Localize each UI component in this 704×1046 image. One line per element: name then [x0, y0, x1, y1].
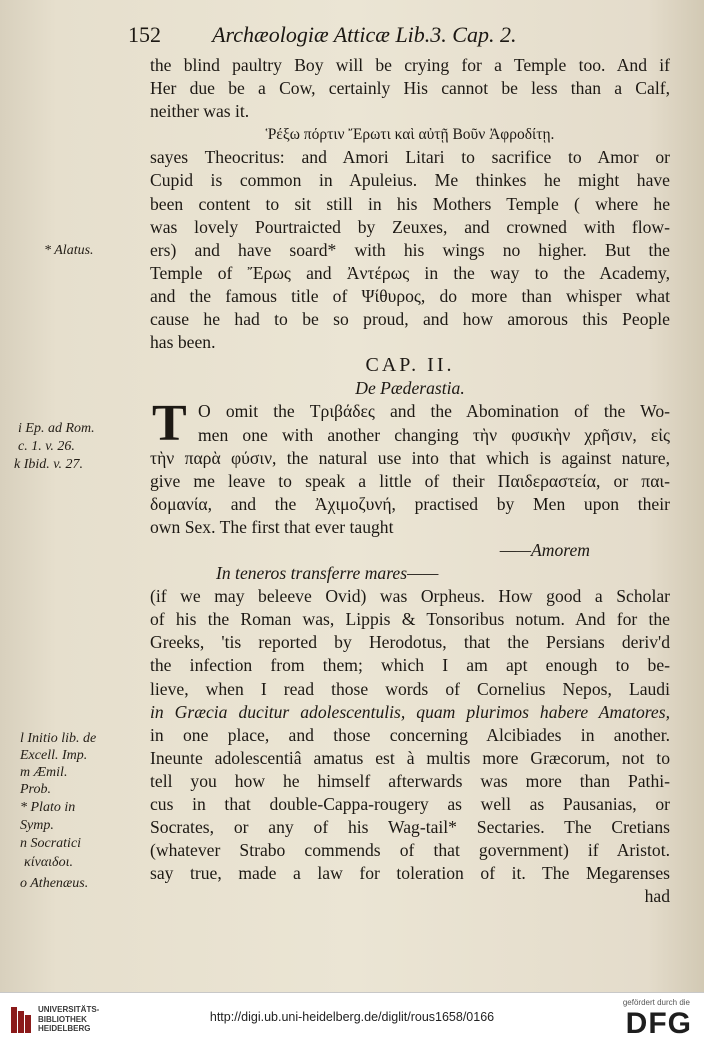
page-number: 152	[128, 22, 161, 47]
text-line: own Sex. The first that ever taught	[150, 516, 394, 537]
marginal-note: Symp.	[20, 818, 54, 833]
text-line: Cupid is common in Apuleius. Me thinkes he might have	[150, 170, 670, 191]
text-line: O omit the Τριβάδες and the Abomination of the Wo-	[198, 401, 670, 422]
text-line: Temple of Ἔρως and Ἀντέρως in the way to the Academy,	[150, 262, 670, 283]
text-line: Socrates, or any of his Wag-tail* Sectaries. The Cretians	[150, 817, 670, 838]
marginal-note: m Æmil.	[20, 765, 68, 780]
dfg-logo: DFG	[625, 1007, 692, 1040]
marginal-note: Excell. Imp.	[20, 748, 88, 763]
greek-quotation: Ῥέξω πόρτιν Ἔρωτι καὶ αὐτῇ Βοῦν Ἀφροδίτῃ.	[265, 126, 555, 144]
text-line: of his the Roman was, Lippis & Tonsoribus notum. And for the	[150, 609, 670, 630]
library-name: UNIVERSITÄTS- BIBLIOTHEK HEIDELBERG	[38, 1005, 100, 1033]
marginal-note: c. 1. v. 26.	[18, 439, 75, 454]
drop-cap-letter: T	[152, 395, 187, 453]
marginal-note: * Plato in	[20, 800, 76, 815]
text-line: cus in that double-Cappa-rougery as well as Pausanias, or	[150, 794, 670, 814]
text-line: τὴν παρὰ φύσιν, the natural use into that which is against nature,	[150, 447, 670, 468]
text-line: has been.	[150, 332, 216, 353]
text-line: Her due be a Cow, certainly His cannot be less than a Calf,	[150, 78, 670, 99]
text-line: ers) and have soard* with his wings no higher. But the	[150, 239, 670, 260]
text-line: been content to sit still in his Mothers Temple ( where he	[150, 193, 670, 214]
running-title: Archæologiæ Atticæ Lib.3. Cap. 2.	[212, 22, 517, 47]
verse-line: ——Amorem	[499, 539, 590, 560]
text-line: Ineunte adolescentiâ amatus est à multis more Græcorum, not to	[150, 747, 670, 768]
text-line: the infection from them; which I am apt enough to be-	[150, 655, 670, 676]
text-line: (whatever Strabo commends of that government) if Aristot.	[150, 840, 670, 861]
catchword: had	[644, 886, 670, 907]
marginal-note: κίναιδοι.	[24, 855, 73, 870]
verse-line: In teneros transferre mares——	[216, 563, 439, 584]
text-line: sayes Theocritus: and Amori Litari to sacrifice to Amor or	[150, 147, 670, 168]
text-line: and the famous title of Ψίθυρος, do more than whisper what	[150, 285, 670, 306]
text-line: say true, made a law for toleration of it. The Megarenses	[150, 863, 670, 884]
text-line: was lovely Pourtraicted by Zeuxes, and crowned with flow-	[150, 216, 670, 237]
running-header	[128, 22, 680, 48]
marginal-note: l Initio lib. de	[20, 731, 97, 746]
text-line: the blind paultry Boy will be crying for a Temple too. And if	[150, 55, 670, 75]
marginal-note: o Athenæus.	[20, 876, 89, 891]
text-line: tell you how he himself afterwards was more than Pathi-	[150, 770, 670, 791]
text-line: neither was it.	[150, 101, 250, 122]
main-text-block	[150, 54, 670, 908]
viewer-footer	[0, 992, 704, 1046]
drop-cap-paragraph	[150, 395, 670, 453]
text-line: cause he had to be so proud, and how amorous this People	[150, 309, 670, 330]
marginal-note: k Ibid. v. 27.	[14, 457, 83, 472]
text-line: lieve, when I read those words of Cornelius Nepos, Laudi	[150, 678, 670, 699]
marginal-note: Prob.	[20, 782, 51, 797]
marginal-note: n Socratici	[20, 836, 82, 851]
text-line: men one with another changing τὴν φυσικὴν χρῆσιν, εἰς	[198, 424, 670, 445]
chapter-heading: CAP. II.	[365, 354, 455, 377]
text-line: Greeks, 'tis reported by Herodotus, that the Persians deriv'd	[150, 632, 670, 653]
chapter-subtitle: De Pæderastia.	[355, 378, 465, 399]
text-line: in Græcia ducitur adolescentulis, quam plurimos habere Amatores,	[150, 701, 670, 722]
permalink-url[interactable]: http://digi.ub.uni-heidelberg.de/diglit/rous1658/0166	[209, 1010, 495, 1024]
text-line: in one place, and those concerning Alcibiades in another.	[150, 724, 670, 745]
text-line: give me leave to speak a little of their Παιδεραστεία, or παι-	[150, 470, 670, 491]
marginal-note: * Alatus.	[44, 243, 94, 258]
text-line: (if we may beleeve Ovid) was Orpheus. How good a Scholar	[150, 586, 670, 607]
funder-caption: gefördert durch die	[622, 998, 690, 1007]
marginal-note: i Ep. ad Rom.	[18, 421, 95, 436]
text-line: δομανία, and the Ἀχιμοζυνή, practised by Men upon their	[150, 493, 670, 514]
